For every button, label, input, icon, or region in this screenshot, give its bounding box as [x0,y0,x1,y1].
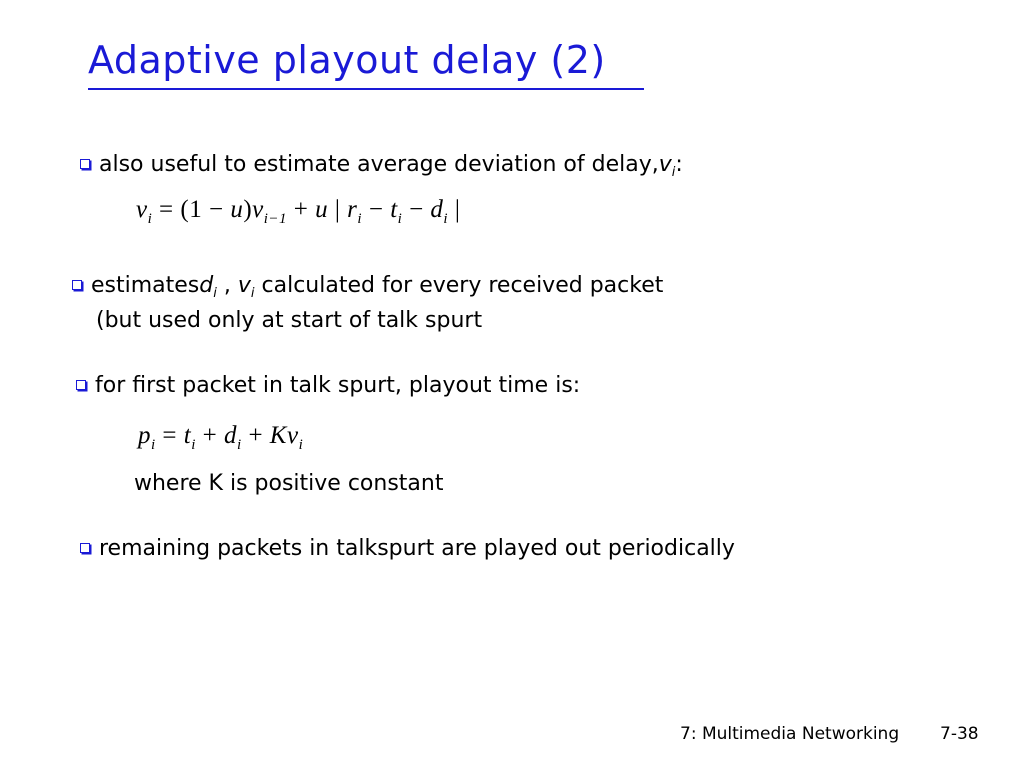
footer-page-number: 7-38 [940,724,979,744]
bullet-prefix: estimates [91,273,200,298]
bullet-estimates [72,273,663,299]
inline-variable: $d_i$ [199,273,217,301]
square-bullet-icon [80,159,90,169]
square-bullet-icon [80,543,90,553]
square-bullet-icon [76,380,86,390]
bullet-separator: , [216,273,238,298]
bullet-continuation: (but used only at start of talk spurt [96,308,483,333]
inline-variable: $v_i$ [237,273,255,301]
formula-playout: $p_i = t_i + d_i + Kv_i$ [138,422,304,453]
bullet-rest: calculated for every received packet [254,273,664,298]
slide-title: Adaptive playout delay (2) [88,38,606,82]
title-underline [88,88,644,90]
formula-deviation: $v_i = (1 - u)v_{i-1} + u$ | $r_i - t_i - d_i$ | [136,196,461,227]
bullet-text: remaining packets in talkspurt are played out periodically [99,536,735,561]
bullet-suffix: : [675,152,683,177]
bullet-text: for first packet in talk spurt, playout time is: [95,373,581,398]
footer-chapter: 7: Multimedia Networking [680,724,900,744]
bullet-text: also useful to estimate average deviation of delay, [99,152,659,177]
formula-note: where K is positive constant [134,471,444,496]
bullet-remaining [80,536,735,562]
inline-variable: $v_i$ [658,152,676,180]
bullet-first-packet [76,373,580,399]
bullet-deviation [80,152,683,178]
square-bullet-icon [72,280,82,290]
